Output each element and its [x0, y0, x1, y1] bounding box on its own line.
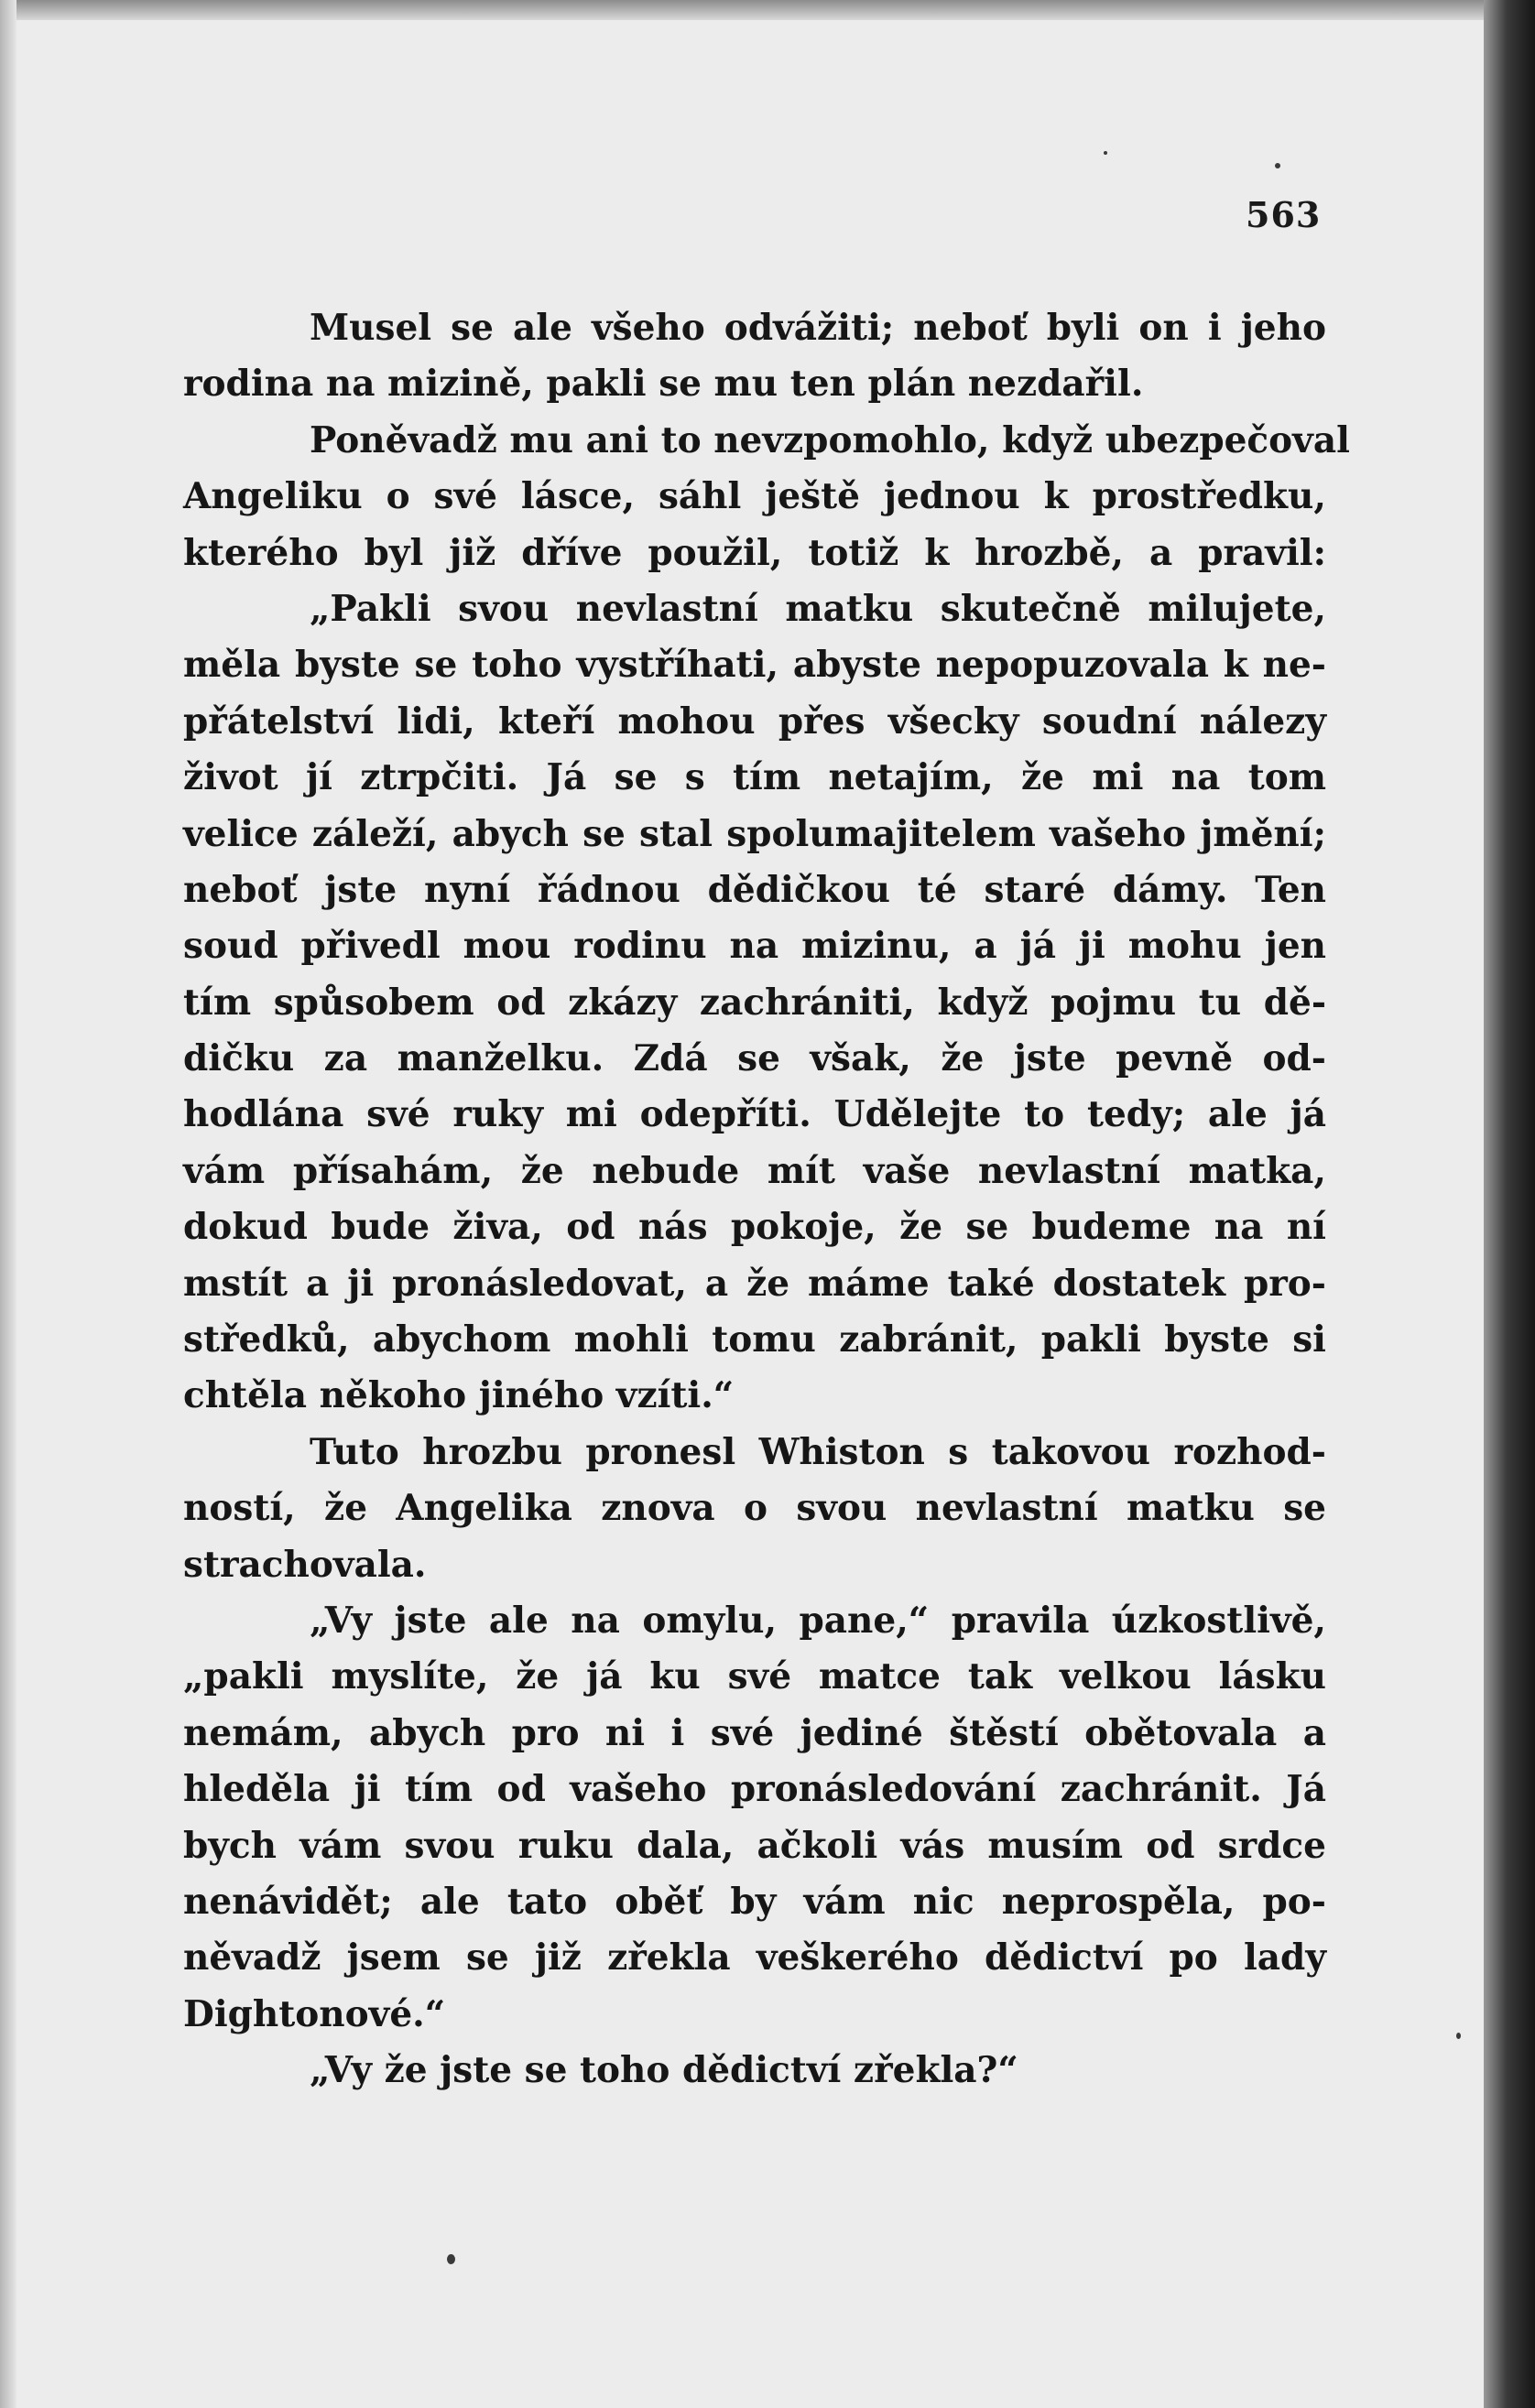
text-line: velice záleží, abych se stal spolumajitelem vašeho jmění;	[183, 812, 1326, 855]
ink-speck	[447, 2254, 455, 2264]
text-line: něvadž jsem se již zřekla veškerého dědictví po lady	[183, 1936, 1326, 1980]
text-line: „pakli myslíte, že já ku své matce tak velkou lásku	[183, 1655, 1326, 1698]
text-line: dičku za manželku. Zdá se však, že jste pevně od-	[183, 1037, 1326, 1080]
text-line: Poněvadž mu ani to nevzpomohlo, když ubezpečoval	[310, 418, 1350, 461]
text-line: strachovala.	[183, 1543, 427, 1586]
text-line: mstít a ji pronásledovat, a že máme také dostatek pro-	[183, 1262, 1326, 1305]
text-line: bych vám svou ruku dala, ačkoli vás musím od srdce	[183, 1824, 1326, 1867]
scan-top-edge	[0, 0, 1535, 20]
text-line: Tuto hrozbu pronesl Whiston s takovou rozhod-	[310, 1430, 1326, 1473]
text-line: středků, abychom mohli tomu zabránit, pakli byste si	[183, 1318, 1326, 1361]
text-line: hodlána své ruky mi odepříti. Udělejte to tedy; ale já	[183, 1093, 1326, 1136]
text-line: „Vy jste ale na omylu, pane,“ pravila úzkostlivě,	[310, 1599, 1326, 1642]
text-line: hleděla ji tím od vašeho pronásledování zachránit. Já	[183, 1768, 1326, 1811]
ink-speck	[1275, 163, 1280, 168]
text-line: měla byste se toho vystříhati, abyste nepopuzovala k ne-	[183, 644, 1326, 687]
text-line: ností, že Angelika znova o svou nevlastní matku se	[183, 1487, 1326, 1530]
text-line: rodina na mizině, pakli se mu ten plán nezdařil.	[183, 363, 1144, 406]
text-line: „Vy že jste se toho dědictví zřekla?“	[310, 2049, 1018, 2092]
ink-speck	[1456, 2033, 1461, 2039]
text-line: dokud bude živa, od nás pokoje, že se budeme na ní	[183, 1206, 1326, 1249]
text-line: Dightonové.“	[183, 1992, 446, 2035]
text-line: Angeliku o své lásce, sáhl ještě jednou k prostředku,	[183, 475, 1326, 518]
text-line: přátelství lidi, kteří mohou přes všecky soudní nálezy	[183, 700, 1326, 743]
ink-speck	[1104, 151, 1107, 155]
scan-right-edge	[1484, 0, 1535, 2408]
page-number: 563	[1246, 194, 1322, 235]
text-line: Musel se ale všeho odvážiti; neboť byli on i jeho	[310, 307, 1326, 349]
scan-left-edge	[0, 0, 16, 2408]
text-line: soud přivedl mou rodinu na mizinu, a já ji mohu jen	[183, 925, 1326, 968]
text-line: chtěla někoho jiného vzíti.“	[183, 1374, 735, 1417]
text-line: tím spůsobem od zkázy zachrániti, když pojmu tu dě-	[183, 981, 1326, 1024]
text-line: vám přísahám, že nebude mít vaše nevlastní matka,	[183, 1149, 1326, 1192]
text-line: neboť jste nyní řádnou dědičkou té staré dámy. Ten	[183, 868, 1326, 911]
text-line: „Pakli svou nevlastní matku skutečně milujete,	[310, 587, 1326, 630]
text-line: nemám, abych pro ni i své jediné štěstí obětovala a	[183, 1711, 1326, 1754]
body-text	[183, 300, 1350, 2099]
text-line: život jí ztrpčiti. Já se s tím netajím, že mi na tom	[183, 756, 1326, 799]
text-line: nenávidět; ale tato oběť by vám nic neprospěla, po-	[183, 1880, 1326, 1923]
text-line: kterého byl již dříve použil, totiž k hrozbě, a pravil:	[183, 531, 1326, 574]
